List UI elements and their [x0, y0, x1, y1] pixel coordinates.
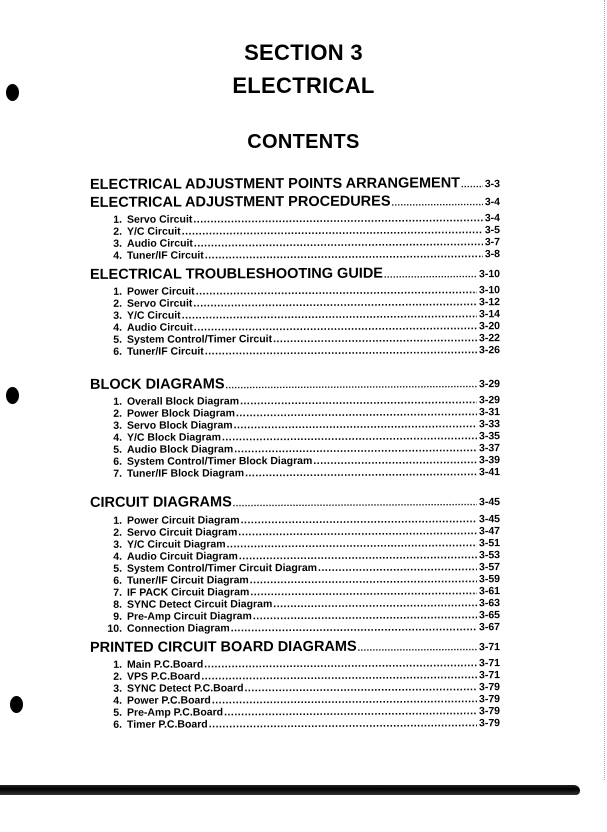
- toc-page-number: 3-45: [478, 496, 500, 509]
- toc-page-number: 3-31: [478, 406, 500, 419]
- toc-entry-title: Audio Circuit Diagram: [127, 550, 238, 563]
- toc-entry-number: 2.: [113, 526, 122, 539]
- toc-entry-title: ELECTRICAL ADJUSTMENT POINTS ARRANGEMENT: [90, 175, 461, 193]
- dot-leader: [231, 621, 477, 634]
- toc-entry-number: 4.: [113, 550, 122, 563]
- toc-page-number: 3-20: [478, 320, 500, 333]
- dot-leader: [313, 454, 477, 467]
- toc-entry-title: Audio Circuit: [127, 321, 193, 334]
- toc-entry-title: SYNC Detect P.C.Board: [127, 682, 244, 695]
- dot-leader: [461, 175, 483, 191]
- toc-entry-title: ELECTRICAL ADJUSTMENT PROCEDURES: [90, 193, 391, 211]
- toc-subentry: [106, 344, 500, 358]
- toc-page-number: 3-79: [478, 717, 500, 730]
- toc-page-number: 3-22: [478, 332, 500, 345]
- toc-entry-number: 2.: [113, 225, 122, 238]
- toc-entry-title: Servo Circuit Diagram: [127, 526, 238, 539]
- dot-leader: [273, 597, 477, 610]
- toc-entry-title: ELECTRICAL TROUBLESHOOTING GUIDE: [90, 265, 383, 283]
- dot-leader: [241, 513, 477, 526]
- toc-entry-number: 5.: [113, 706, 122, 719]
- section-title: SECTION 3: [244, 40, 363, 65]
- toc-entry-title: Y/C Circuit: [127, 309, 181, 322]
- toc-entry-number: 7.: [113, 586, 122, 599]
- toc-page-number: 3-10: [478, 268, 500, 281]
- toc-page-number: 3-53: [478, 549, 500, 562]
- toc-page-number: 3-47: [478, 525, 500, 538]
- binder-hole-top: [6, 84, 19, 101]
- toc-page-number: 3-12: [478, 296, 500, 309]
- dot-leader: [318, 561, 477, 574]
- dot-leader: [358, 638, 477, 655]
- dot-leader: [205, 344, 477, 357]
- toc-entry-number: 3.: [113, 309, 122, 322]
- toc-page-number: 3-45: [478, 513, 500, 526]
- toc-page-number: 3-5: [484, 224, 500, 237]
- toc-section-entry: [90, 265, 500, 283]
- toc-entry-number: 4.: [113, 321, 122, 334]
- toc-page-number: 3-63: [478, 597, 500, 610]
- toc-entry-number: 3.: [113, 682, 122, 695]
- toc-page-number: 3-41: [478, 466, 500, 479]
- toc-entry-number: 3.: [113, 237, 122, 250]
- dot-leader: [234, 418, 477, 431]
- toc-entry-title: Connection Diagram: [127, 622, 230, 635]
- toc-entry-number: 5.: [113, 443, 122, 456]
- toc-entry-title: Tuner/IF Circuit: [127, 249, 204, 262]
- toc-entry-number: 2.: [113, 297, 122, 310]
- toc-entry-title: VPS P.C.Board: [127, 670, 201, 683]
- toc-entry-number: 6.: [113, 574, 122, 587]
- toc-entry-title: PRINTED CIRCUIT BOARD DIAGRAMS: [90, 638, 357, 656]
- toc-entry-number: 8.: [113, 598, 122, 611]
- dot-leader: [239, 549, 477, 562]
- toc-entry-number: 1.: [113, 514, 122, 527]
- toc-entry-title: Audio Circuit: [127, 237, 193, 250]
- toc-page-number: 3-67: [478, 621, 500, 634]
- toc-entry-number: 3.: [113, 538, 122, 551]
- dot-leader: [273, 332, 477, 345]
- toc-page-number: 3-10: [478, 284, 500, 297]
- dot-leader: [250, 585, 477, 598]
- toc-page-number: 3-61: [478, 585, 500, 598]
- toc-page-number: 3-4: [484, 196, 500, 209]
- toc-page-number: 3-8: [484, 248, 500, 261]
- toc-page-number: 3-71: [478, 657, 500, 670]
- toc-entry-title: Y/C Circuit Diagram: [127, 538, 226, 551]
- toc-entry-number: 9.: [113, 610, 122, 623]
- toc-entry-number: 6.: [113, 455, 122, 468]
- toc-entry-title: Power Circuit Diagram: [127, 514, 240, 527]
- binder-hole-middle: [6, 387, 19, 404]
- dot-leader: [233, 493, 477, 510]
- scan-bottom-bar: [0, 785, 580, 795]
- toc-entry-number: 1.: [113, 395, 122, 408]
- toc-entry-title: Power P.C.Board: [127, 694, 211, 707]
- toc-entry-number: 5.: [113, 562, 122, 575]
- toc-entry-title: SYNC Detect Circuit Diagram: [127, 598, 273, 611]
- dot-leader: [227, 537, 477, 550]
- toc-page-number: 3-79: [478, 705, 500, 718]
- dot-leader: [209, 717, 477, 730]
- toc-entry-title: Tuner/IF Block Diagram: [127, 467, 245, 480]
- toc-page-number: 3-7: [484, 236, 500, 249]
- subject-title: ELECTRICAL: [232, 73, 375, 98]
- toc-page-number: 3-29: [478, 394, 500, 407]
- toc-page-number: 3-79: [478, 693, 500, 706]
- toc-entry-number: 6.: [113, 345, 122, 358]
- toc-page-number: 3-79: [478, 681, 500, 694]
- toc-entry-title: Power Block Diagram: [127, 407, 235, 420]
- toc-entry-number: 6.: [113, 718, 122, 731]
- toc-page-number: 3-33: [478, 418, 500, 431]
- dot-leader: [205, 248, 483, 261]
- dot-leader: [245, 681, 477, 694]
- toc-entry-number: 1.: [113, 213, 122, 226]
- toc-entry-number: 2.: [113, 407, 122, 420]
- toc-entry-number: 4.: [113, 249, 122, 262]
- toc-page-number: 3-51: [478, 537, 500, 550]
- dot-leader: [253, 609, 477, 622]
- toc-page-number: 3-39: [478, 454, 500, 467]
- toc-page-number: 3-35: [478, 430, 500, 443]
- toc-section-entry: [90, 193, 500, 211]
- toc-page-number: 3-65: [478, 609, 500, 622]
- toc-entry-title: Overall Block Diagram: [127, 395, 240, 408]
- dot-leader: [392, 193, 483, 209]
- toc-entry-number: 4.: [113, 431, 122, 444]
- toc-entry-title: Pre-Amp P.C.Board: [127, 706, 224, 719]
- toc-entry-number: 5.: [113, 333, 122, 346]
- toc-subentry: [106, 466, 500, 480]
- toc-entry-title: Servo Block Diagram: [127, 419, 233, 432]
- toc-entry-title: CIRCUIT DIAGRAMS: [90, 494, 232, 511]
- toc-entry-number: 7.: [113, 467, 122, 480]
- toc-entry-title: BLOCK DIAGRAMS: [90, 376, 225, 393]
- dot-leader: [240, 394, 477, 407]
- toc-entry-number: 10.: [107, 622, 122, 635]
- toc-section-entry: [90, 375, 500, 393]
- toc-entry-title: System Control/Timer Circuit: [127, 333, 273, 346]
- toc-page-number: 3-71: [478, 641, 500, 654]
- toc-entry-title: Pre-Amp Circuit Diagram: [127, 610, 252, 623]
- dot-leader: [238, 525, 477, 538]
- toc-page-number: 3-14: [478, 308, 500, 321]
- toc-entry-title: Power Circuit: [127, 285, 195, 298]
- toc-subentry: [106, 717, 500, 731]
- toc-section-entry: [90, 493, 500, 511]
- dot-leader: [245, 466, 477, 479]
- dot-leader: [234, 442, 477, 455]
- toc-page-number: 3-4: [484, 212, 500, 225]
- toc-entry-title: Main P.C.Board: [127, 658, 204, 671]
- toc-entry-title: Y/C Block Diagram: [127, 431, 221, 444]
- toc-section-entry: [90, 638, 500, 656]
- toc-entry-number: 1.: [113, 658, 122, 671]
- contents-heading: CONTENTS: [247, 131, 360, 153]
- toc-page-number: 3-29: [478, 378, 500, 391]
- toc-entry-title: Timer P.C.Board: [127, 718, 208, 731]
- dot-leader: [236, 406, 477, 419]
- dot-leader: [222, 430, 477, 443]
- toc-entry-title: Servo Circuit: [127, 213, 193, 226]
- toc-page-number: 3-57: [478, 561, 500, 574]
- dot-leader: [384, 265, 477, 281]
- toc-entry-number: 3.: [113, 419, 122, 432]
- toc-entry-title: System Control/Timer Circuit Diagram: [127, 561, 318, 575]
- toc-subentry: [106, 621, 500, 635]
- toc-section-entry: [90, 175, 500, 193]
- dot-leader: [226, 375, 477, 392]
- toc-entry-title: IF PACK Circuit Diagram: [127, 586, 250, 599]
- toc-page-number: 3-26: [478, 344, 500, 357]
- toc-entry-title: Servo Circuit: [127, 297, 193, 310]
- toc-entry-number: 4.: [113, 694, 122, 707]
- toc-entry-number: 1.: [113, 285, 122, 298]
- dot-leader: [224, 705, 477, 718]
- toc-page-number: 3-37: [478, 442, 500, 455]
- toc-entry-number: 2.: [113, 670, 122, 683]
- toc-page-number: 3-59: [478, 573, 500, 586]
- toc-subentry: [106, 248, 500, 262]
- toc-page-number: 3-71: [478, 669, 500, 682]
- toc-page-number: 3-3: [484, 178, 500, 191]
- toc-entry-title: Audio Block Diagram: [127, 443, 234, 456]
- toc-entry-title: Y/C Circuit: [127, 225, 181, 238]
- toc-entry-title: Tuner/IF Circuit Diagram: [127, 574, 249, 587]
- page-edge: [601, 0, 605, 780]
- dot-leader: [250, 573, 477, 586]
- toc-entry-title: System Control/Timer Block Diagram: [127, 454, 313, 468]
- toc-entry-title: Tuner/IF Circuit: [127, 345, 204, 358]
- binder-hole-bottom: [10, 696, 23, 713]
